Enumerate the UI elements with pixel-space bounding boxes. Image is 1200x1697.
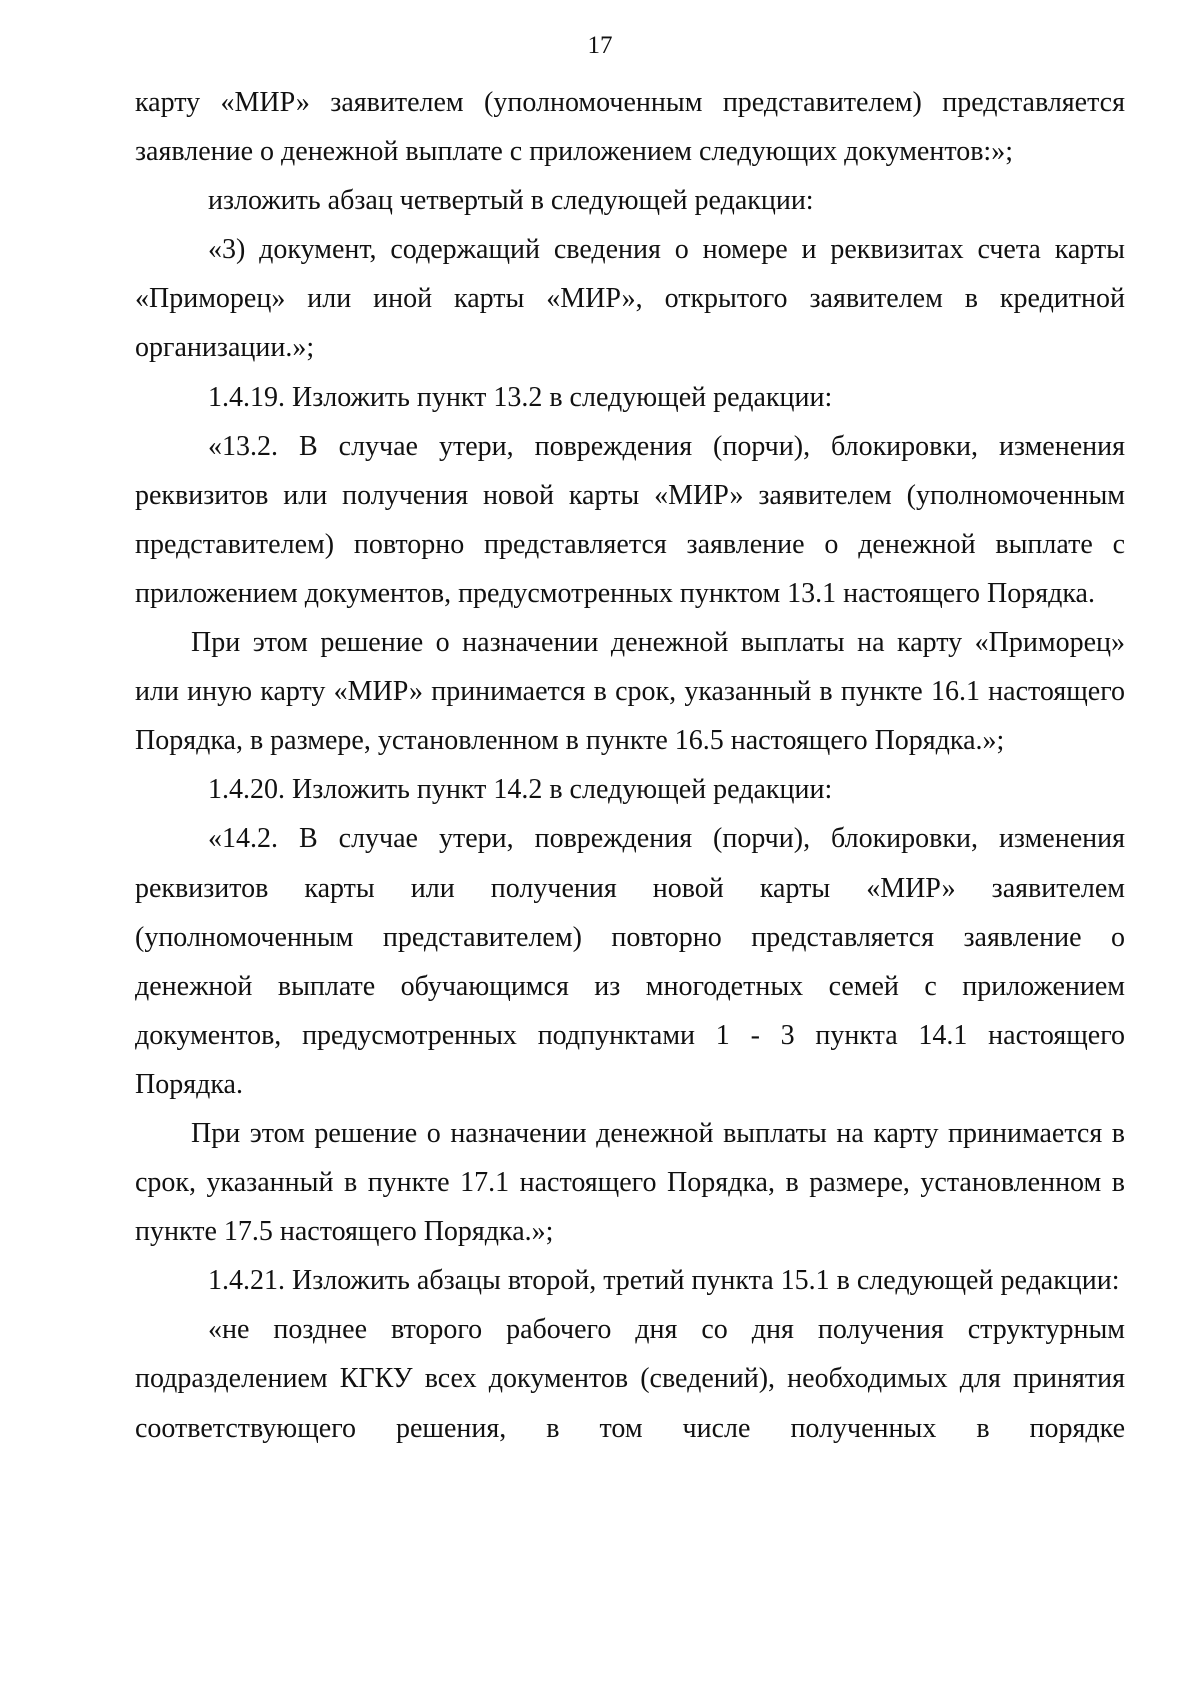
paragraph-decision-16: При этом решение о назначении денежной выплаты на карту «Приморец» или иную карту «МИР» принимается в срок, указанный в пункте 16.1 настоящего Порядка, в размере, установленном в пункте 16.5 настоящего Порядка.»;: [135, 627, 1125, 757]
paragraph-quote-14-2: «14.2. В случае утери, повреждения (порчи), блокировки, изменения реквизитов карты или получения новой карты «МИР» заявителем (уполномоченным представителем) повторно представляется заявление о денежной выплате обучающимся из многодетных семей с приложением документов, предусмотренных подпунктами 1 - 3 пункта 14.1 настоящего Порядка.: [135, 823, 1125, 1100]
paragraph-clause-1-4-19: 1.4.19. Изложить пункт 13.2 в следующей редакции:: [208, 381, 833, 413]
paragraph-decision-17: При этом решение о назначении денежной выплаты на карту принимается в срок, указанный в пункте 17.1 настоящего Порядка, в размере, установленном в пункте 17.5 настоящего Порядка.»;: [135, 1117, 1125, 1248]
paragraph-continuation: карту «МИР» заявителем (уполномоченным представителем) представляется заявление о денежной выплате с приложением следующих документов:»;: [135, 87, 1125, 168]
paragraph-quote-15-1: «не позднее второго рабочего дня со дня получения структурным подразделением КГКУ всех документов (сведений), необходимых для принятия соответствующего решения, в том числе полученных в порядке: [135, 1314, 1125, 1444]
page-number: 17: [587, 32, 613, 59]
document-body: [135, 78, 1125, 1453]
paragraph-clause-1-4-20: 1.4.20. Изложить пункт 14.2 в следующей редакции:: [208, 774, 833, 806]
paragraph-quote-13-2: «13.2. В случае утери, повреждения (порчи), блокировки, изменения реквизитов или получения новой карты «МИР» заявителем (уполномоченным представителем) повторно представляется заявление о денежной выплате с приложением документов, предусмотренных пунктом 13.1 настоящего Порядка.: [135, 430, 1125, 609]
paragraph-clause-1-4-21: 1.4.21. Изложить абзацы второй, третий пункта 15.1 в следующей редакции:: [208, 1265, 1120, 1297]
paragraph-quote-item-3: «3) документ, содержащий сведения о номере и реквизитах счета карты «Приморец» или иной карты «МИР», открытого заявителем в кредитной организации.»;: [135, 234, 1125, 364]
paragraph-instruction: изложить абзац четвертый в следующей редакции:: [208, 185, 814, 217]
